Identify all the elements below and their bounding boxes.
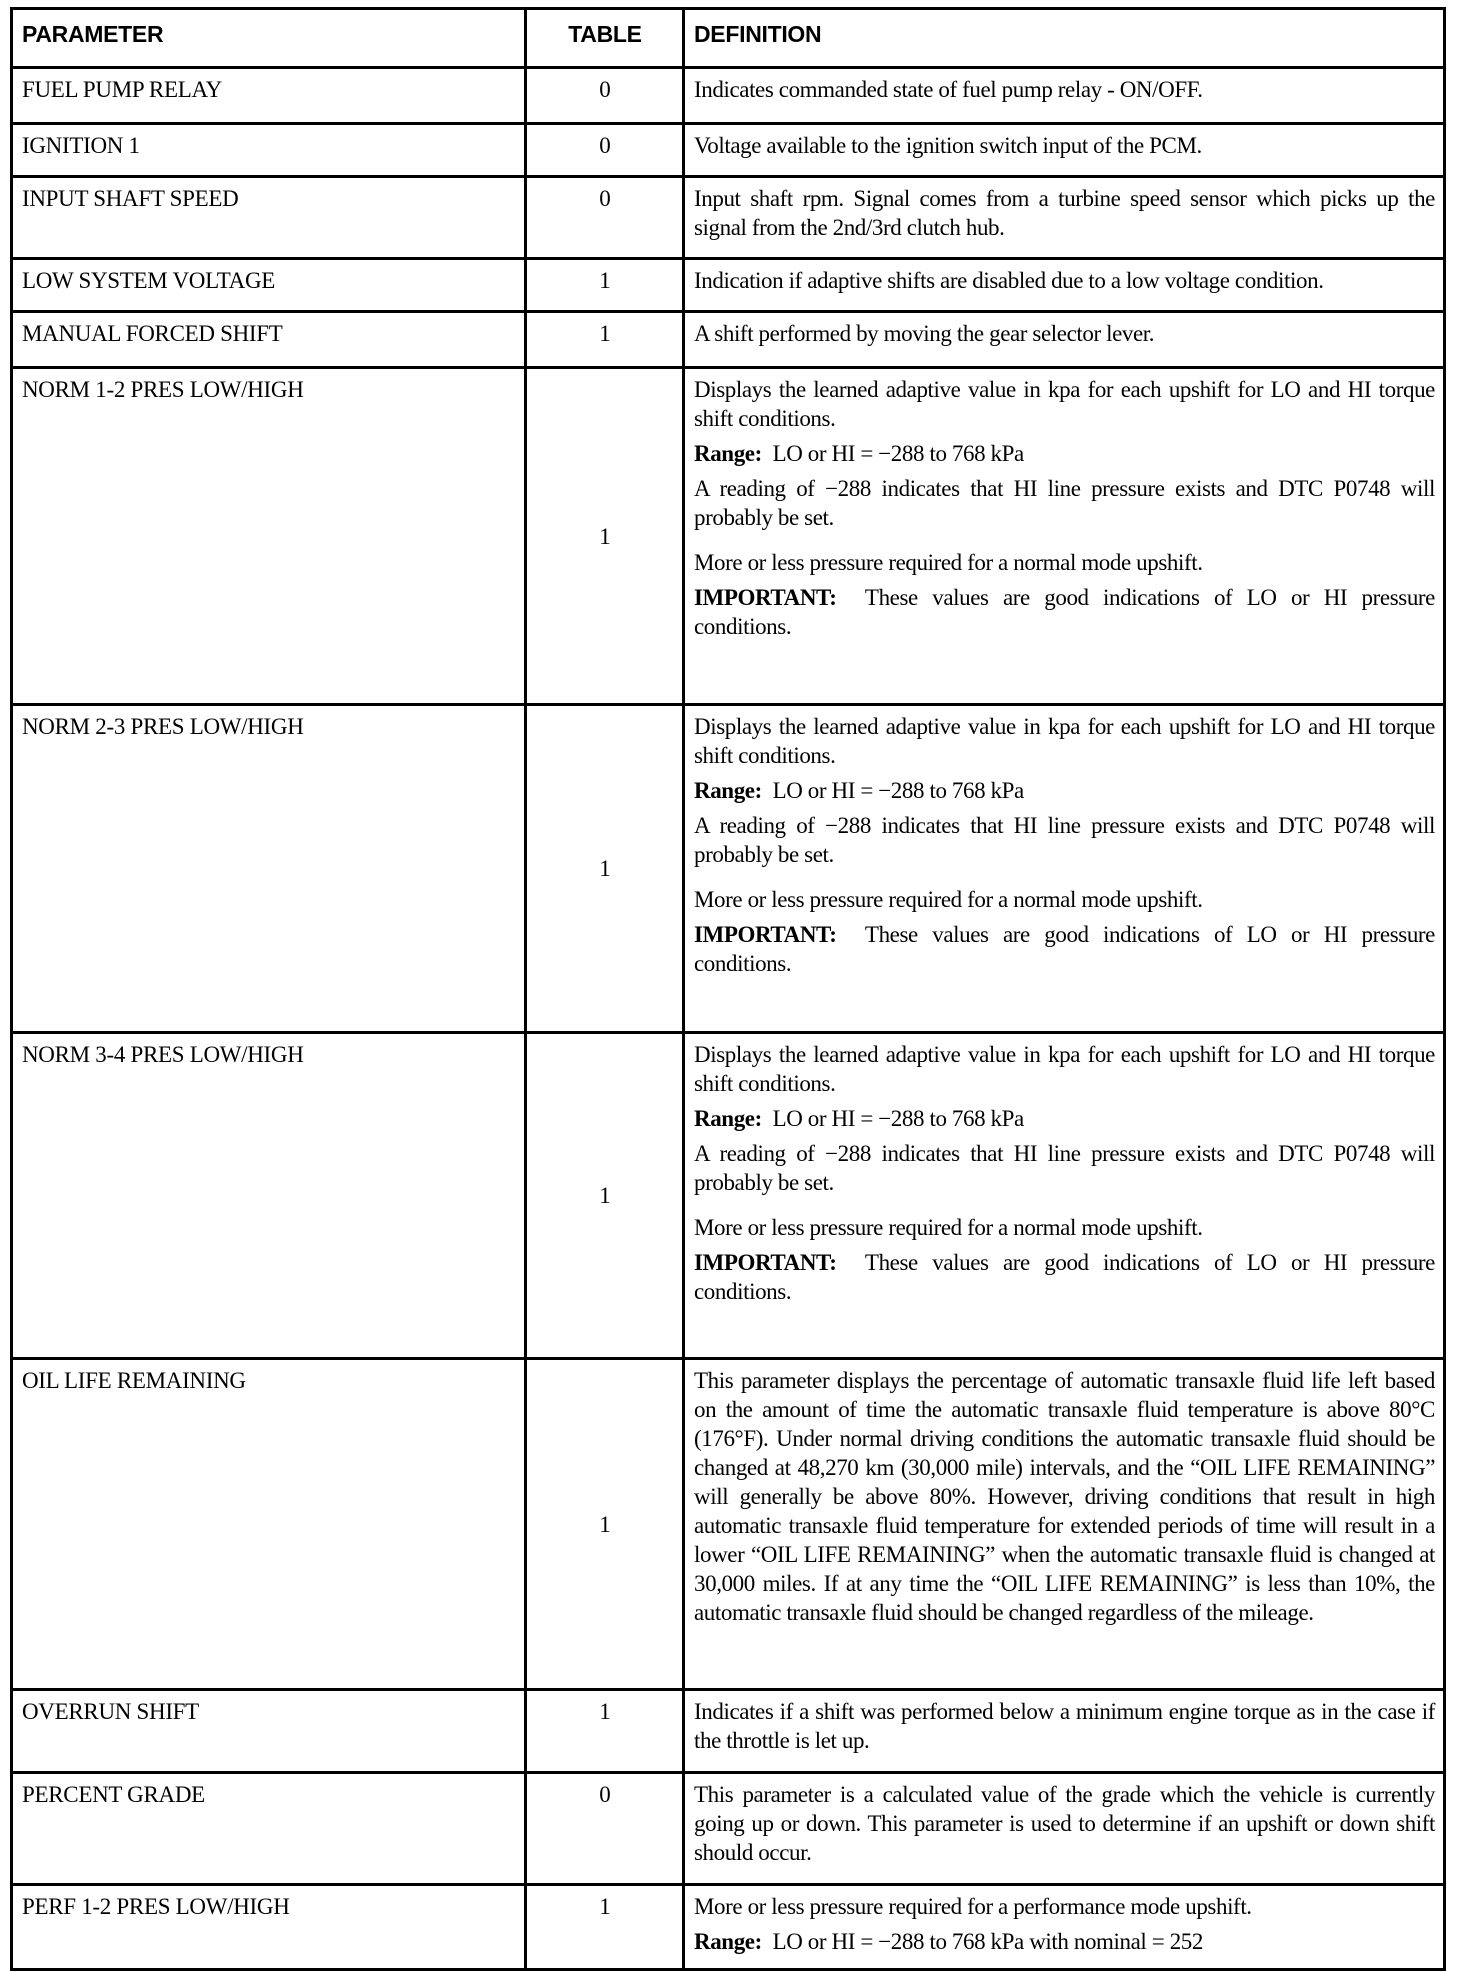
- table-row: [12, 124, 1445, 177]
- table-row: [12, 1885, 1445, 1970]
- definition-label: IMPORTANT:: [694, 922, 837, 947]
- definition-cell: [684, 259, 1445, 312]
- table-row: [12, 368, 1445, 705]
- definition-paragraph: [694, 439, 1435, 468]
- definition-label: IMPORTANT:: [694, 585, 837, 610]
- definition-paragraph: [694, 1248, 1435, 1306]
- definition-cell: [684, 177, 1445, 259]
- definition-label: Range:: [694, 1929, 762, 1954]
- header-table: TABLE: [526, 9, 684, 68]
- definition-paragraph: Indicates commanded state of fuel pump relay - ON/OFF.: [694, 77, 1203, 102]
- definition-paragraph: [694, 920, 1435, 978]
- definition-label: Range:: [694, 1106, 762, 1131]
- table-row: [12, 312, 1445, 368]
- definition-cell: [684, 68, 1445, 124]
- definition-text: LO or HI = −288 to 768 kPa: [772, 441, 1024, 466]
- parameter-cell: MANUAL FORCED SHIFT: [12, 312, 526, 368]
- parameter-cell: FUEL PUMP RELAY: [12, 68, 526, 124]
- table-row: [12, 1359, 1445, 1690]
- parameter-cell: PERCENT GRADE: [12, 1773, 526, 1885]
- definition-paragraph: Voltage available to the ignition switch input of the PCM.: [694, 133, 1202, 158]
- parameter-cell: IGNITION 1: [12, 124, 526, 177]
- definition-cell: [684, 124, 1445, 177]
- table-row: [12, 68, 1445, 124]
- parameter-definition-table: [10, 7, 1446, 1971]
- definition-cell: [684, 1359, 1445, 1690]
- parameter-cell: NORM 3-4 PRES LOW/HIGH: [12, 1033, 526, 1359]
- definition-paragraph: [694, 1927, 1435, 1956]
- header-parameter: PARAMETER: [12, 9, 526, 68]
- table-row: [12, 259, 1445, 312]
- definition-label: Range:: [694, 778, 762, 803]
- definition-cell: [684, 312, 1445, 368]
- definition-paragraph: Displays the learned adaptive value in kpa for each upshift for LO and HI torque shift conditions.: [694, 1042, 1435, 1096]
- table-value-cell: 1: [526, 1359, 684, 1690]
- definition-cell: [684, 1773, 1445, 1885]
- definition-paragraph: A reading of −288 indicates that HI line pressure exists and DTC P0748 will probably be set.: [694, 1141, 1435, 1195]
- definition-text: These values are good indications of LO or HI pressure conditions.: [694, 922, 1435, 976]
- definition-paragraph: A reading of −288 indicates that HI line pressure exists and DTC P0748 will probably be set.: [694, 476, 1435, 530]
- table-row: [12, 1033, 1445, 1359]
- parameter-cell: INPUT SHAFT SPEED: [12, 177, 526, 259]
- table-row: [12, 177, 1445, 259]
- definition-label: Range:: [694, 441, 762, 466]
- definition-paragraph: Input shaft rpm. Signal comes from a turbine speed sensor which picks up the signal from the 2nd/3rd clutch hub.: [694, 186, 1435, 240]
- definition-paragraph: Displays the learned adaptive value in kpa for each upshift for LO and HI torque shift conditions.: [694, 714, 1435, 768]
- table-value-cell: 1: [526, 1033, 684, 1359]
- definition-paragraph: More or less pressure required for a normal mode upshift.: [694, 1215, 1203, 1240]
- definition-label: IMPORTANT:: [694, 1250, 837, 1275]
- definition-paragraph: Indicates if a shift was performed below a minimum engine torque as in the case if the throttle is let up.: [694, 1699, 1435, 1753]
- table-row: [12, 705, 1445, 1033]
- table-value-cell: 1: [526, 312, 684, 368]
- definition-paragraph: A shift performed by moving the gear selector lever.: [694, 321, 1155, 346]
- table-value-cell: 1: [526, 1885, 684, 1970]
- table-value-cell: 1: [526, 368, 684, 705]
- definition-text: These values are good indications of LO or HI pressure conditions.: [694, 585, 1435, 639]
- table-value-cell: 0: [526, 68, 684, 124]
- definition-paragraph: A reading of −288 indicates that HI line pressure exists and DTC P0748 will probably be set.: [694, 813, 1435, 867]
- definition-text: LO or HI = −288 to 768 kPa: [772, 1106, 1024, 1131]
- definition-cell: [684, 1690, 1445, 1773]
- table-value-cell: 1: [526, 259, 684, 312]
- parameter-cell: OIL LIFE REMAINING: [12, 1359, 526, 1690]
- parameter-cell: PERF 1-2 PRES LOW/HIGH: [12, 1885, 526, 1970]
- definition-paragraph: Displays the learned adaptive value in kpa for each upshift for LO and HI torque shift conditions.: [694, 377, 1435, 431]
- definition-cell: [684, 368, 1445, 705]
- definition-paragraph: More or less pressure required for a performance mode upshift.: [694, 1894, 1252, 1919]
- table-value-cell: 1: [526, 1690, 684, 1773]
- parameter-cell: NORM 1-2 PRES LOW/HIGH: [12, 368, 526, 705]
- definition-text: LO or HI = −288 to 768 kPa with nominal = 252: [772, 1929, 1203, 1954]
- definition-paragraph: This parameter displays the percentage of automatic transaxle fluid life left based on the amount of time the automatic transaxle fluid temperature is above 80°C (176°F). Under normal driving conditions the automatic transaxle fluid should be changed at 48,270 km (30,000 mile) intervals, and the “OIL LIFE REMAINING” will generally be above 80%. However, driving conditions that result in high automatic transaxle fluid temperature for extended periods of time will result in a lower “OIL LIFE REMAINING” when the automatic transaxle fluid is changed at 30,000 miles. If at any time the “OIL LIFE REMAINING” is less than 10%, the automatic transaxle fluid should be changed regardless of the mileage.: [694, 1368, 1435, 1625]
- definition-paragraph: More or less pressure required for a normal mode upshift.: [694, 887, 1203, 912]
- parameter-cell: OVERRUN SHIFT: [12, 1690, 526, 1773]
- table-value-cell: 0: [526, 124, 684, 177]
- definition-cell: [684, 1885, 1445, 1970]
- definition-paragraph: [694, 583, 1435, 641]
- table-body: [12, 68, 1445, 1970]
- header-definition: DEFINITION: [684, 9, 1445, 68]
- definition-paragraph: This parameter is a calculated value of the grade which the vehicle is currently going up or down. This parameter is used to determine if an upshift or down shift should occur.: [694, 1782, 1435, 1865]
- definition-paragraph: [694, 1104, 1435, 1133]
- parameter-cell: LOW SYSTEM VOLTAGE: [12, 259, 526, 312]
- table-row: [12, 1773, 1445, 1885]
- definition-paragraph: [694, 776, 1435, 805]
- definition-cell: [684, 705, 1445, 1033]
- parameter-cell: NORM 2-3 PRES LOW/HIGH: [12, 705, 526, 1033]
- definition-paragraph: More or less pressure required for a normal mode upshift.: [694, 550, 1203, 575]
- table-value-cell: 1: [526, 705, 684, 1033]
- definition-text: LO or HI = −288 to 768 kPa: [772, 778, 1024, 803]
- table-value-cell: 0: [526, 1773, 684, 1885]
- definition-paragraph: Indication if adaptive shifts are disabled due to a low voltage condition.: [694, 268, 1324, 293]
- table-value-cell: 0: [526, 177, 684, 259]
- table-row: [12, 1690, 1445, 1773]
- table-header-row: [12, 9, 1445, 68]
- definition-text: These values are good indications of LO or HI pressure conditions.: [694, 1250, 1435, 1304]
- definition-cell: [684, 1033, 1445, 1359]
